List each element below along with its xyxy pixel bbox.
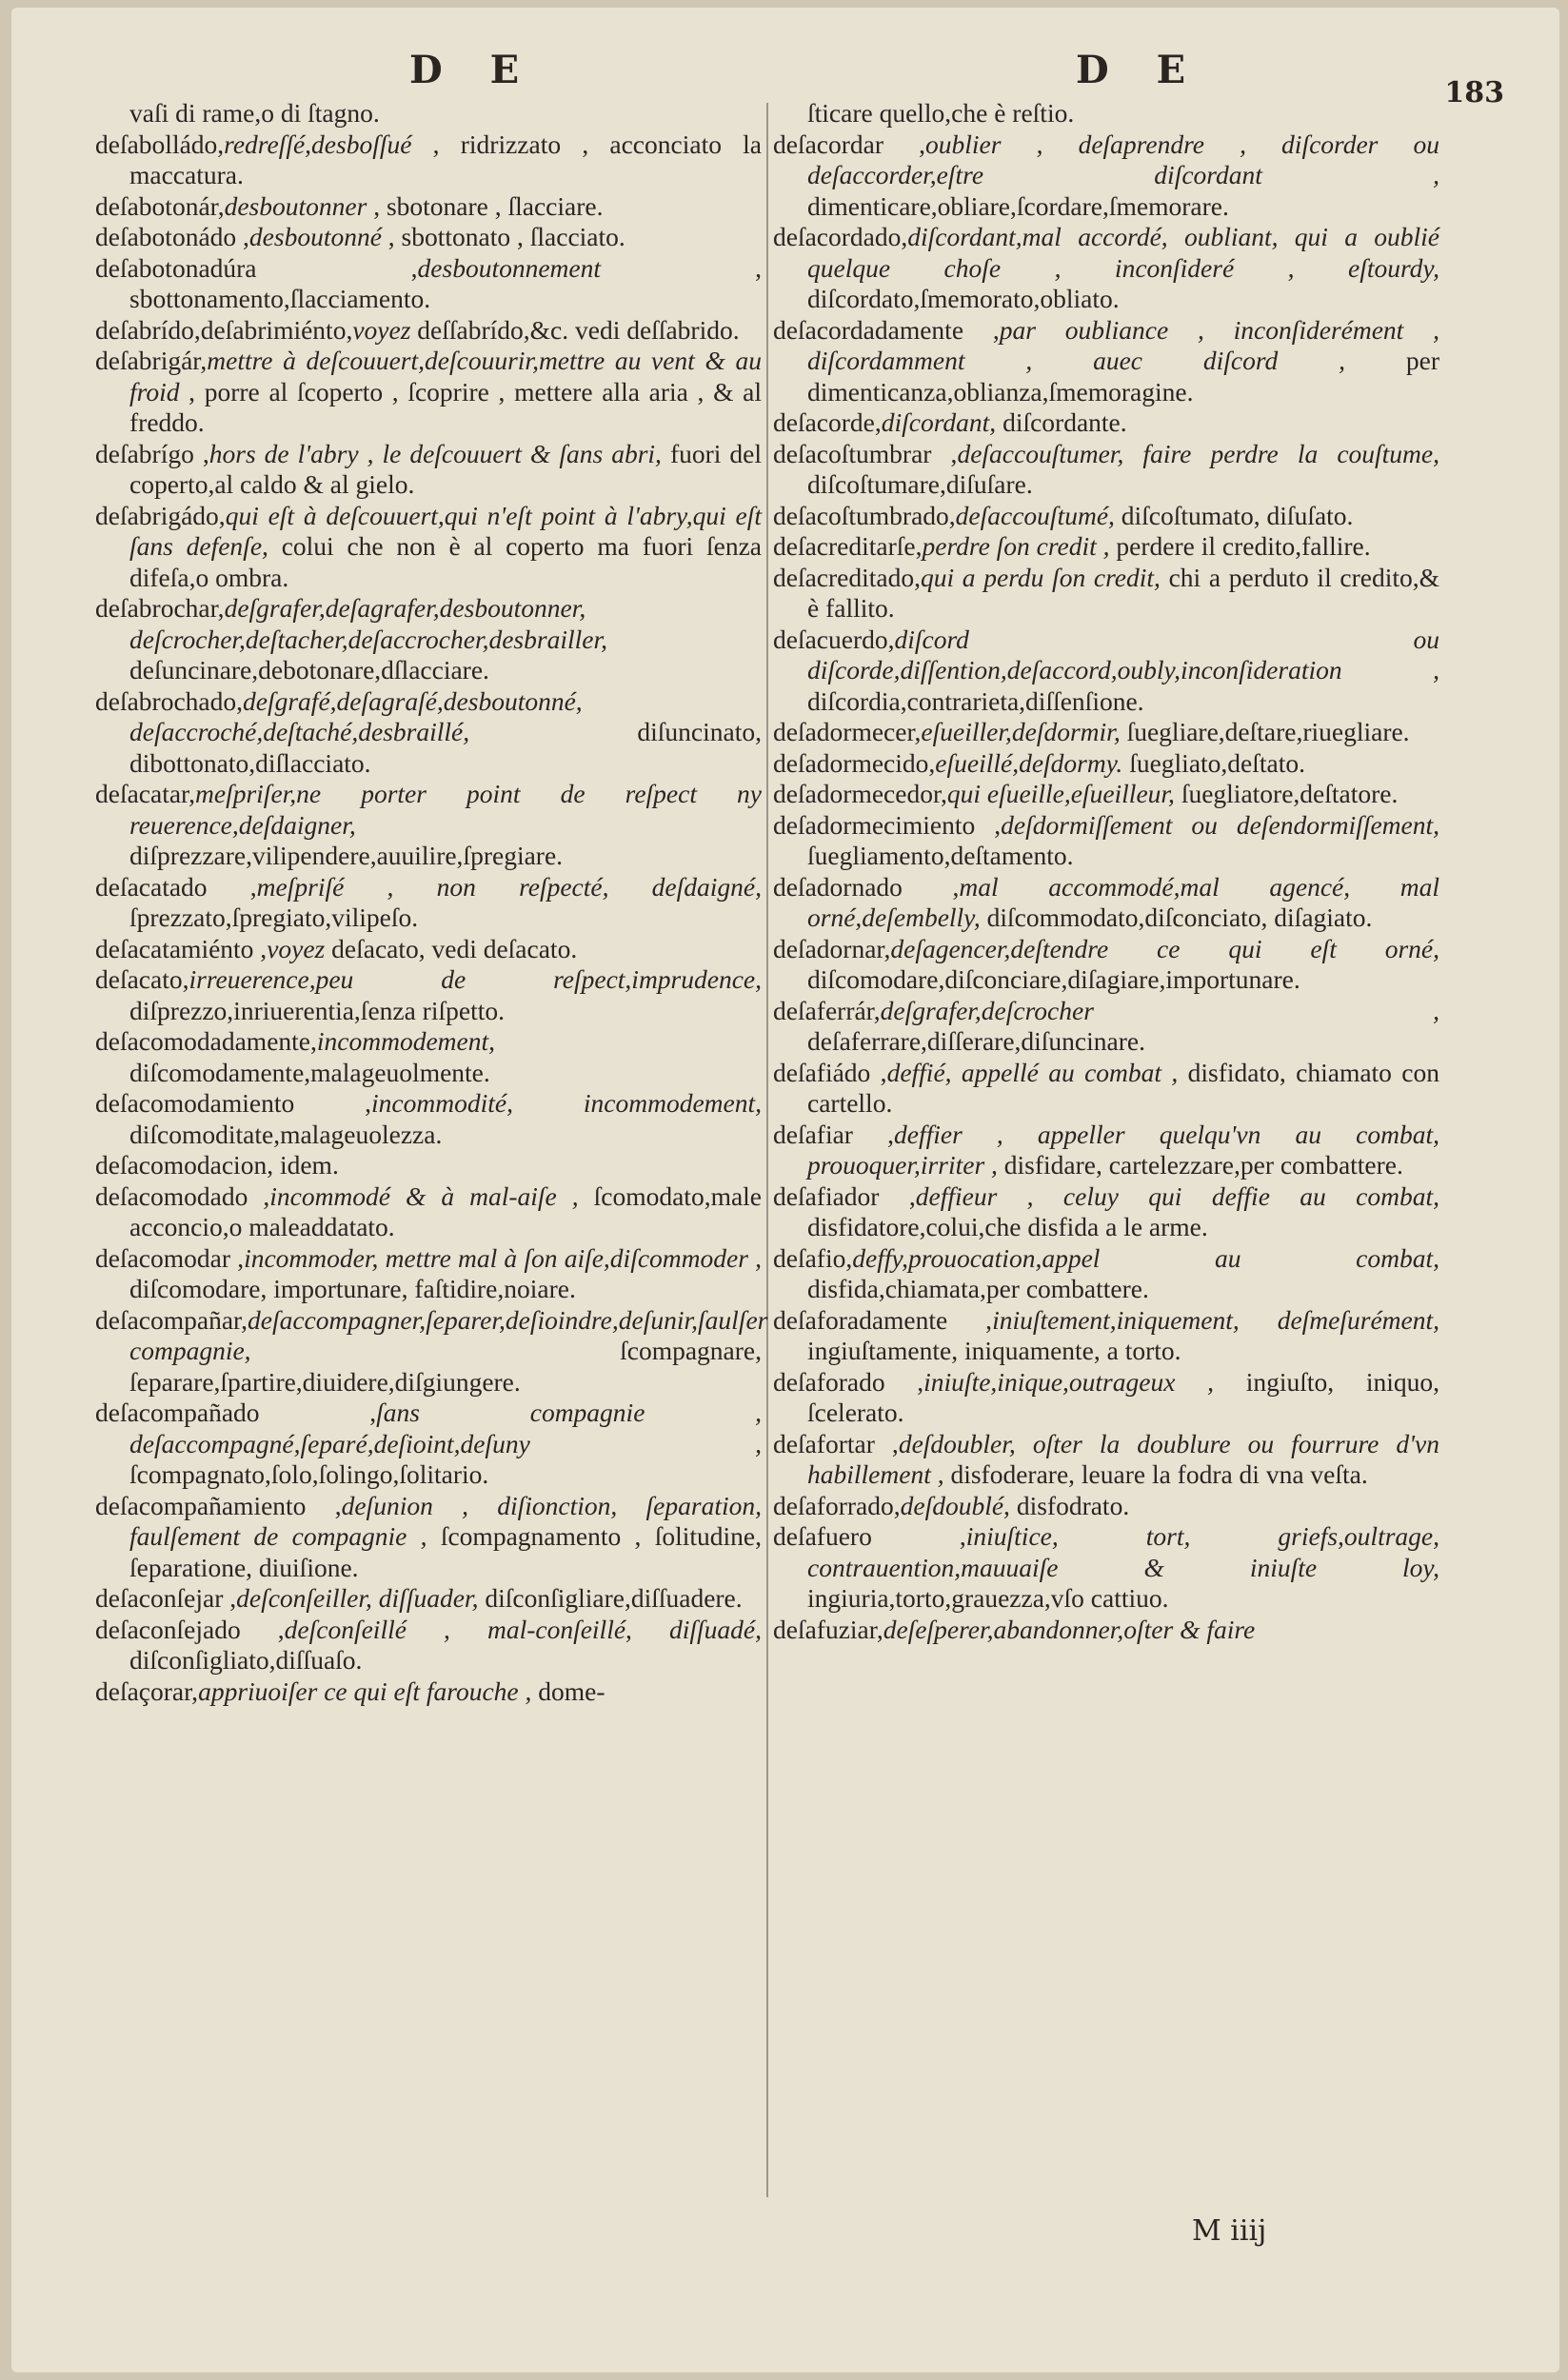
entry-headword: deſacreditarſe, [773, 531, 923, 561]
entry-italian: diſcordato,ſmemorato,obliato. [807, 284, 1120, 313]
entry-italian: ingiuſto, iniquo, ſcelerato. [807, 1366, 1439, 1427]
entry-headword: deſacomodadamente, [95, 1026, 317, 1056]
entry-french: incommodité, incommodement, [371, 1088, 763, 1118]
entry-french: deſaccouſtumé, [955, 500, 1115, 530]
entry-french: appriuoiſer ce qui eſt farouche , [198, 1676, 532, 1706]
entry-french: redreſſé,desboſſué [224, 129, 412, 159]
entry-french: par oubliance , inconſiderément , diſcordamment , auec diſcord , [807, 314, 1439, 375]
dictionary-entry [773, 1491, 1439, 1522]
entry-french: deſdoublé, [900, 1490, 1010, 1520]
dictionary-entry [95, 1583, 762, 1615]
dictionary-entry [95, 934, 762, 965]
entry-italian: diſconſigliato,diſſuaſo. [129, 1645, 363, 1675]
entry-headword: deſacatamiénto , [95, 933, 268, 963]
entry-french: deffy,prouocation,appel au combat, [852, 1242, 1439, 1273]
entry-french: incommodement, [316, 1026, 495, 1056]
dictionary-entry [773, 1305, 1439, 1367]
entry-italian: ingiuſtamente, iniquamente, a torto. [807, 1336, 1181, 1365]
dictionary-entry [773, 1367, 1439, 1429]
entry-headword: deſadormecer, [773, 717, 922, 746]
entry-headword: deſaconſejar , [95, 1583, 237, 1613]
dictionary-entry [773, 1615, 1439, 1646]
dictionary-entry [95, 439, 762, 501]
entry-french: diſcord ou diſcorde,diſſention,deſaccord,oubly,inconſideration , [807, 624, 1439, 684]
entry-headword: deſadornar, [773, 933, 891, 963]
entry-italian: , sbottonato , ſlacciato. [387, 222, 625, 251]
entry-french: deſunion , diſionction, ſeparation, faulſement de compagnie , [129, 1490, 763, 1551]
entry-french: qui eſt à deſcouuert,qui n'eſt point à l'abry,qui eſt ſans defenſe, [129, 500, 762, 561]
entry-french: voyez [267, 933, 326, 963]
entry-headword: deſaferrár, [773, 995, 881, 1025]
entry-headword: deſaforadamente , [773, 1304, 993, 1335]
dictionary-entry [773, 1181, 1439, 1243]
entry-italian: diſprezzo,inriuerentia,ſenza riſpetto. [129, 995, 505, 1025]
entry-italian: ſuegliato,deſtato. [1129, 747, 1305, 778]
entry-italian: , sbottonamento,ſlacciamento. [129, 252, 763, 313]
entry-italian: dome- [538, 1676, 605, 1706]
entry-headword: deſacorde, [773, 407, 882, 437]
dictionary-entry [773, 996, 1439, 1058]
dictionary-entry [95, 1615, 762, 1676]
entry-italian: diſprezzare,vilipendere,auuilire,ſpregiare. [129, 841, 564, 870]
dictionary-entry [773, 1120, 1439, 1181]
entry-italian: chi a perduto il credito,& è fallito. [807, 562, 1440, 623]
entry-headword: deſacomodamiento , [95, 1088, 372, 1118]
entry-french: deffié, appellé au combat , [886, 1057, 1179, 1087]
dictionary-entry [773, 407, 1439, 439]
entry-french: ſans compagnie , deſaccompagné,ſeparé,deſioint,deſuny , [129, 1398, 762, 1458]
entry-italian: ingiuria,torto,grauezza,vſo cattiuo. [807, 1583, 1169, 1613]
dictionary-entry [95, 1181, 762, 1243]
entry-italian: , ridrizzato , acconciato la maccatura. [129, 129, 763, 189]
dictionary-entry [773, 439, 1439, 501]
entry-italian: disfoderare, leuare la fodra di vna veſta. [950, 1459, 1368, 1489]
entry-italian: ſuegliatore,deſtatore. [1181, 779, 1399, 808]
entry-french: incommoder, mettre mal à ſon aiſe,diſcommoder , [244, 1242, 762, 1273]
entry-french: deffieur , celuy qui deffie au combat, [915, 1180, 1439, 1211]
dictionary-entry [773, 625, 1439, 718]
entry-french: hors de l'abry , le deſcouuert & ſans abri, [208, 438, 662, 468]
entry-headword: deſacuerdo, [773, 624, 895, 654]
entry-italian: , sbotonare , ſlacciare. [373, 190, 604, 221]
dictionary-entry [773, 779, 1439, 810]
entry-french: desboutonnement [417, 252, 601, 283]
dictionary-entry [95, 222, 762, 253]
entry-french: voyez [352, 314, 411, 345]
entry-headword: deſaforado , [773, 1366, 924, 1397]
entry-italian: , porre al ſcoperto , ſcoprire , mettere alla aria , & al freddo. [129, 376, 763, 437]
entry-italian: diſcomodare,diſconciare,diſagiare,importunare. [807, 964, 1300, 994]
entry-french: deſconſeillé , mal-conſeillé, diſſuadé, [284, 1614, 762, 1644]
entry-italian: disfodrato. [1016, 1490, 1130, 1520]
entry-french: diſcordant,mal accordé, oubliant, qui a oublié quelque choſe , inconſideré , eſtourdy, [807, 222, 1439, 283]
entry-italian: diſcomoditate,malageuolezza. [129, 1119, 443, 1149]
entry-italian: diſcoſtumare,diſuſare. [807, 469, 1033, 499]
dictionary-entry [95, 872, 762, 934]
book-page [11, 8, 1559, 2372]
dictionary-entry [773, 748, 1439, 780]
entry-headword: deſabrigár, [95, 346, 208, 375]
dictionary-entry [95, 1150, 762, 1181]
entry-italian: dimenticare,obliare,ſcordare,ſmemorare. [807, 190, 1229, 221]
entry-continuation: ſticare quello,che è reſtio. [807, 98, 1075, 128]
dictionary-entry [95, 98, 762, 129]
entry-italian: diſcommodato,diſconciato, diſagiato. [986, 902, 1373, 932]
dictionary-entry [773, 717, 1439, 748]
entry-italian: deſſabrído,&c. vedi deſſabrido. [417, 314, 740, 345]
dictionary-entry [773, 563, 1439, 625]
entry-headword: deſacomodar , [95, 1242, 245, 1273]
dictionary-entry [95, 1243, 762, 1305]
dictionary-entry [773, 531, 1439, 563]
dictionary-entry [95, 315, 762, 347]
entry-italian: diſcoſtumato, diſuſato. [1121, 500, 1354, 530]
dictionary-entry [95, 129, 762, 191]
entry-continuation: vaſi di rame,o di ſtagno. [129, 98, 380, 128]
entry-headword: deſacompañar, [95, 1304, 248, 1335]
entry-headword: deſadornado , [773, 871, 960, 902]
entry-headword: deſabrigádo, [95, 500, 226, 530]
entry-italian: diſconſigliare,diſſuadere. [485, 1583, 743, 1613]
entry-french: eſueiller,deſdormir, [921, 717, 1121, 746]
dictionary-entry [95, 346, 762, 439]
dictionary-entry [95, 1398, 762, 1491]
entry-headword: deſacordado, [773, 222, 908, 251]
entry-italian: deſacato, vedi deſacato. [331, 933, 578, 963]
dictionary-entry [95, 1088, 762, 1150]
entry-french: deſgrafé,deſagraſé,desboutonné, deſaccroché,deſtaché,desbraillé, [129, 685, 583, 746]
entry-french: mettre à deſcouuert,deſcouurir,mettre au vent & au froid [129, 346, 762, 407]
dictionary-entry [95, 1491, 762, 1584]
entry-french: deſdormiſſement ou deſendormiſſement, [1001, 809, 1440, 840]
column-divider [766, 103, 768, 2197]
entry-italian: ſuegliare,deſtare,riuegliare. [1126, 717, 1410, 746]
entry-french: deſconſeiller, diſſuader, [236, 1583, 479, 1613]
running-header-right: D E [1076, 48, 1203, 92]
dictionary-entry [95, 191, 762, 223]
entry-french: iniuſtice, tort, griefs,oultrage, contrauention,mauuaiſe & iniuſte loy, [807, 1521, 1439, 1582]
entry-french: mal accommodé,mal agencé, mal orné,deſembelly, [807, 871, 1439, 932]
dictionary-entry [95, 501, 762, 594]
dictionary-entry [773, 872, 1439, 934]
dictionary-entry [773, 1243, 1439, 1305]
entry-french: deſaccouſtumer, faire perdre la couſtume, [957, 438, 1439, 468]
entry-headword: deſacatar, [95, 779, 195, 808]
entry-italian: ſcompagnato,ſolo,ſolingo,ſolitario. [129, 1459, 489, 1489]
entry-headword: deſadormecimiento , [773, 809, 1002, 840]
dictionary-entry [773, 98, 1439, 129]
entry-headword: deſafuero , [773, 1521, 966, 1551]
entry-headword: deſacordar , [773, 129, 926, 159]
entry-headword: deſabrígo , [95, 438, 209, 468]
entry-headword: deſacoſtumbrado, [773, 500, 956, 530]
entry-italian: perdere il credito,fallire. [1116, 531, 1371, 561]
entry-italian: disfidatore,colui,che disfida a le arme. [807, 1212, 1208, 1241]
entry-headword: deſabolládo, [95, 129, 225, 159]
entry-french: desboutonner [224, 190, 367, 221]
entry-headword: deſadormecido, [773, 747, 936, 778]
dictionary-entry [95, 1304, 768, 1398]
entry-french: diſcordant, [881, 407, 997, 437]
entry-headword: deſafiar , [773, 1119, 894, 1149]
dictionary-entry [95, 964, 762, 1026]
dictionary-entry [773, 934, 1439, 996]
entry-french: qui a perdu ſon credit, [920, 562, 1161, 592]
entry-french: deſgrafer,deſagrafer,desboutonner, deſcrocher,deſtacher,deſaccrocher,desbrailler, [129, 593, 607, 654]
entry-headword: deſaçorar, [95, 1676, 199, 1706]
left-column [95, 98, 768, 1707]
entry-french: iniuſte,inique,outrageux , [923, 1366, 1214, 1397]
entry-headword: deſacoſtumbrar , [773, 438, 958, 468]
entry-italian: disfidare, cartelezzare,per combattere. [1003, 1150, 1403, 1180]
entry-italian: deſuncinare,debotonare,dſlacciare. [129, 655, 489, 684]
entry-french: meſpriſer,ne porter point de reſpect ny reuerence,deſdaigner, [129, 779, 762, 840]
entry-headword: deſafiador , [773, 1180, 916, 1211]
entry-french: deſeſperer,abandonner,oſter & faire [883, 1614, 1256, 1644]
dictionary-entry [773, 222, 1439, 315]
entry-french: qui eſueille,eſueilleur, [946, 779, 1175, 808]
entry-italian: colui che non è al coperto ma fuori ſenza difeſa,o ombra. [129, 531, 762, 592]
running-header-left: D E [409, 48, 537, 92]
entry-italian: diſcordia,contrarieta,diſſenſione. [807, 685, 1144, 716]
entry-italian: diſcomodare, importunare, faſtidire,noiare. [129, 1274, 576, 1303]
entry-french: deſaccompagner,ſeparer,deſioindre,deſunir,ſaulſer compagnie, [129, 1304, 768, 1365]
entry-headword: deſabotonádo , [95, 222, 249, 251]
entry-headword: deſadormecedor, [773, 779, 947, 808]
signature-mark: M iiij [1192, 2214, 1267, 2248]
entry-italian: idem. [279, 1150, 339, 1180]
entry-french: oublier , deſaprendre , diſcorder ou deſaccorder,eſtre diſcordant , [807, 129, 1440, 189]
entry-italian: disfidato, chiamato con cartello. [807, 1057, 1440, 1118]
entry-french: iniuſtement,iniquement, deſmeſurément, [992, 1304, 1439, 1335]
entry-french: deſgrafer,deſcrocher , [880, 995, 1439, 1025]
entry-headword: deſaforrado, [773, 1490, 901, 1520]
entry-headword: deſacomodado , [95, 1180, 270, 1211]
entry-french: meſpriſé , non reſpecté, deſdaigné, [256, 871, 763, 902]
dictionary-entry [95, 686, 762, 780]
dictionary-entry [773, 501, 1439, 532]
dictionary-entry [95, 593, 762, 686]
entry-italian: ſuegliamento,deſtamento. [807, 841, 1074, 870]
entry-headword: deſacato, [95, 964, 189, 994]
entry-headword: deſabrído,deſabrimiénto, [95, 314, 353, 345]
entry-headword: deſafio, [773, 1242, 853, 1273]
dictionary-entry [773, 810, 1439, 872]
entry-italian: ſcompagnamento , ſolitudine, ſeparatione, diuiſione. [129, 1521, 762, 1582]
entry-italian: deſaferrare,diſſerare,diſuncinare. [807, 1026, 1145, 1056]
entry-italian: diſcomodamente,malageuolmente. [129, 1057, 490, 1087]
page-number: 183 [1444, 76, 1504, 109]
entry-french: eſueillé,deſdormy. [935, 747, 1123, 778]
entry-french: perdre ſon credit , [922, 531, 1110, 561]
entry-headword: deſacompañamiento , [95, 1490, 342, 1520]
entry-headword: deſabotonár, [95, 190, 225, 221]
entry-headword: deſacreditado, [773, 562, 921, 592]
entry-headword: deſafiádo , [773, 1057, 887, 1087]
entry-french: desboutonné [248, 222, 382, 251]
entry-italian: per dimenticanza,oblianza,ſmemoragine. [807, 346, 1439, 407]
entry-italian: disfida,chiamata,per combattere. [807, 1274, 1149, 1303]
entry-french: incommodé & à mal-aiſe , [269, 1180, 579, 1211]
entry-italian: ſcompagnare, ſeparare,ſpartire,diuidere,diſgiungere. [129, 1336, 762, 1397]
entry-italian: ſprezzato,ſpregiato,vilipeſo. [129, 902, 419, 932]
entry-italian: ſcomodato,male acconcio,o maleaddatato. [129, 1180, 763, 1241]
entry-french: deſagencer,deſtendre ce qui eſt orné, [890, 933, 1439, 963]
dictionary-entry [773, 1521, 1439, 1615]
entry-italian: diſcordante. [1002, 407, 1127, 437]
entry-french: irreuerence,peu de reſpect,imprudence, [189, 964, 762, 994]
entry-headword: deſafuziar, [773, 1614, 883, 1644]
right-column [773, 98, 1439, 1645]
dictionary-entry [773, 1058, 1439, 1120]
entry-headword: deſabrochar, [95, 593, 225, 623]
dictionary-entry [773, 129, 1439, 223]
dictionary-entry [95, 1676, 762, 1708]
dictionary-entry [773, 315, 1439, 408]
entry-headword: deſacomodacion, [95, 1150, 274, 1180]
entry-headword: deſafortar , [773, 1428, 899, 1458]
entry-french: deſdoubler, oſter la doublure ou fourrure d'vn habillement , [807, 1428, 1439, 1489]
dictionary-entry [95, 779, 762, 872]
entry-headword: deſacatado , [95, 871, 257, 902]
entry-italian: fuori del coperto,al caldo & al gielo. [129, 438, 763, 499]
entry-headword: deſaconſejado , [95, 1614, 285, 1644]
entry-headword: deſabotonadúra , [95, 252, 418, 283]
dictionary-entry [95, 1026, 762, 1088]
dictionary-entry [95, 253, 762, 315]
entry-italian: diſuncinato, dibottonato,diſlacciato. [129, 717, 762, 778]
dictionary-entry [773, 1429, 1439, 1491]
entry-headword: deſacordadamente , [773, 314, 1000, 345]
entry-french: deffier , appeller quelqu'vn au combat, prouoquer,irriter , [807, 1119, 1439, 1180]
entry-headword: deſabrochado, [95, 685, 243, 716]
entry-headword: deſacompañado , [95, 1398, 377, 1427]
